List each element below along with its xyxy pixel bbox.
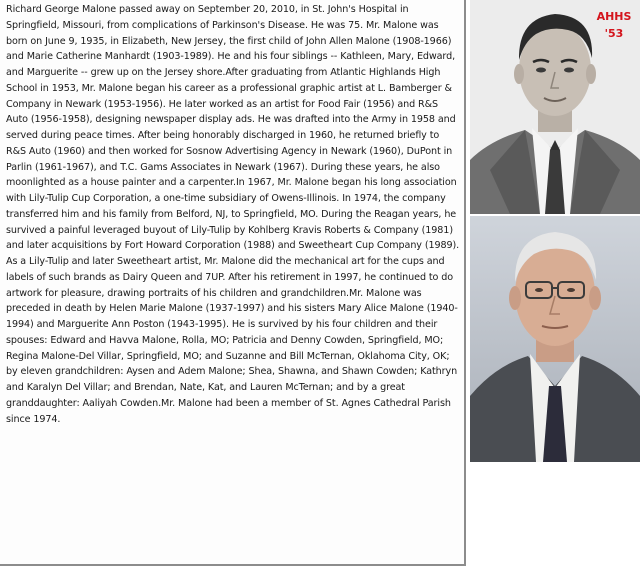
elder-portrait-photo — [470, 216, 640, 462]
obituary-text: Richard George Malone passed away on September 20, 2010, in St. John's Hospital in Springfield, Missouri, from complications of Parkinson's Disease. He was 75. Mr. Malone was born on June 9, 1935, in Elizabeth, New Jersey, the first child of John Allen Malone (1908-1966) and Marie Catherine Manhardt (1903-1989). He and his four siblings -- Kathleen, Mary, Edward, and Marguerite -- grew up on the Jersey shore.After graduating from Atlantic Highlands High School in 1953, Mr. Malone began his career as a professional graphic artist at L. Bamberger & Company in Newark (1953-1956). He later worked as an artist for Food Fair (1956) and R&S Auto (1956-1958), designing newspaper display ads. He was drafted into the Army in 1958 and served during peace times. After being honorably discharged in 1960, he returned briefly to R&S Auto (1960) and then worked for Sosnow Advertising Agency in Newark (1960), DuPont in Parlin (1961-1967), and T.C. Gams Associates in Newark (1967). During these years, he also moonlighted as a house painter and a carpenter.In 1967, Mr. Malone began his long association with Lily-Tulip Cup Corporation, a one-time subsidiary of Owens-Illinois. In 1974, the company transferred him and his family from Belford, NJ, to Springfield, MO. During the Reagan years, he survived a painful leveraged buyout of Lily-Tulip by Kohlberg Kravis Roberts & Company (1981) and later acquisitions by Fort Howard Corporation (1988) and Sweetheart Cup Company (1989). As a Lily-Tulip and later Sweetheart artist, Mr. Malone did the mechanical art for the cups and labels of such brands as Dairy Queen and 7UP. After his retirement in 1997, he continued to do artwork for pleasure, drawing portraits of his children and grandchildren.Mr. Malone was preceded in death by Helen Marie Malone (1937-1997) and his sisters Mary Alice Malone (1940-1994) and Marguerite Ann Poston (1943-1995). He is survived by his four children and their spouses: Edward and Havva Malone, Rolla, MO; Patricia and Denny Cowden, Springfield, MO; Regina Malone-Del Villar, Springfield, MO; and Suzanne and Bill McTernan, Oklahoma City, OK; by eleven grandchildren: Aysen and Adem Malone; Shea, Shawna, and Shawn Cowden; Kathryn and Karalyn Del Villar; and Brendan, Nate, Kat, and Lauren McTernan; and by a great granddaughter: Aaliyah Cowden.Mr. Malone had been a member of St. Agnes Cathedral Parish since 1974. — [6, 4, 460, 425]
elder-portrait-illustration — [470, 216, 640, 462]
caption-school: AHHS — [596, 10, 632, 23]
caption-year: '53 — [604, 27, 624, 40]
photo-caption — [592, 8, 636, 42]
